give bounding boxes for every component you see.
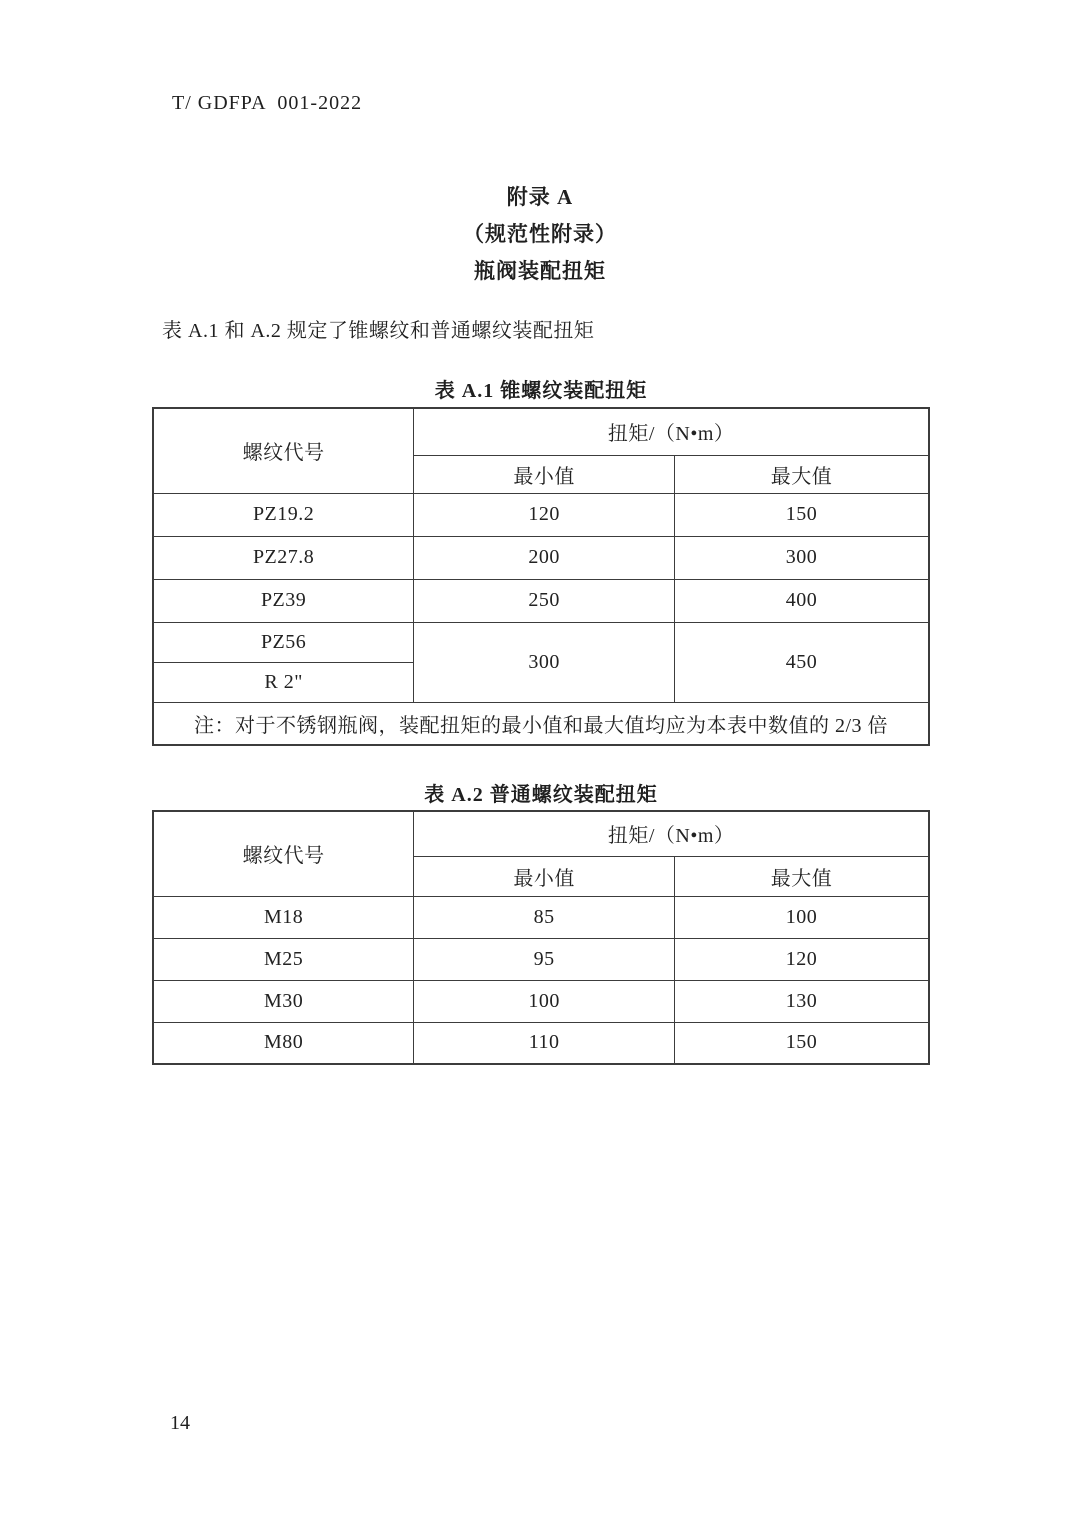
table-a2-caption: 表 A.2 普通螺纹装配扭矩	[424, 784, 658, 806]
appendix-subtitle: （规范性附录）	[463, 222, 617, 246]
min-value-cell: 95	[414, 938, 675, 980]
header-thread-code: 螺纹代号	[153, 811, 414, 896]
intro-text: 表 A.1 和 A.2 规定了锥螺纹和普通螺纹装配扭矩	[162, 320, 595, 342]
table-row	[153, 938, 929, 980]
appendix-heading: 瓶阀装配扭矩	[474, 259, 606, 283]
header-max-value: 最大值	[674, 856, 929, 896]
max-value-cell: 120	[674, 938, 929, 980]
min-value-cell: 200	[414, 536, 675, 579]
max-value-cell: 150	[674, 1022, 929, 1064]
thread-code-cell: M18	[153, 896, 414, 938]
appendix-title: 附录 A	[506, 185, 574, 209]
min-value-cell: 250	[414, 579, 675, 622]
thread-code-cell: R 2"	[153, 662, 414, 702]
max-value-cell: 100	[674, 896, 929, 938]
thread-code-cell: PZ19.2	[153, 493, 414, 536]
table-row	[153, 622, 929, 662]
max-value-cell: 130	[674, 980, 929, 1022]
min-value-cell: 110	[414, 1022, 675, 1064]
appendix-heading-block	[0, 186, 1080, 297]
thread-code-cell: PZ27.8	[153, 536, 414, 579]
header-max-value: 最大值	[674, 455, 929, 493]
page-number: 14	[170, 1412, 190, 1434]
thread-code-cell: PZ56	[153, 622, 414, 662]
table-row	[153, 896, 929, 938]
max-value-cell: 400	[674, 579, 929, 622]
table-a1	[152, 407, 930, 746]
thread-code-cell: M30	[153, 980, 414, 1022]
min-value-cell: 85	[414, 896, 675, 938]
table-row	[153, 536, 929, 579]
table-row	[153, 980, 929, 1022]
header-thread-code: 螺纹代号	[153, 408, 414, 493]
table-note: 注：对于不锈钢瓶阀，装配扭矩的最小值和最大值均应为本表中数值的 2/3 倍	[153, 702, 929, 745]
table-row	[153, 1022, 929, 1064]
min-value-cell-merged: 300	[414, 622, 675, 702]
max-value-cell: 300	[674, 536, 929, 579]
max-value-cell: 150	[674, 493, 929, 536]
table-a2	[152, 810, 930, 1065]
table-row	[153, 702, 929, 745]
table-a1-caption: 表 A.1 锥螺纹装配扭矩	[434, 380, 648, 402]
min-value-cell: 120	[414, 493, 675, 536]
header-torque: 扭矩/（N•m）	[414, 408, 929, 455]
table-row	[153, 811, 929, 856]
thread-code-cell: PZ39	[153, 579, 414, 622]
document-code: T/ GDFPA 001-2022	[172, 92, 363, 114]
thread-code-cell: M80	[153, 1022, 414, 1064]
header-min-value: 最小值	[414, 455, 675, 493]
table-row	[153, 579, 929, 622]
thread-code-cell: M25	[153, 938, 414, 980]
min-value-cell: 100	[414, 980, 675, 1022]
max-value-cell-merged: 450	[674, 622, 929, 702]
table-row	[153, 408, 929, 455]
header-torque: 扭矩/（N•m）	[414, 811, 929, 856]
table-row	[153, 493, 929, 536]
header-min-value: 最小值	[414, 856, 675, 896]
